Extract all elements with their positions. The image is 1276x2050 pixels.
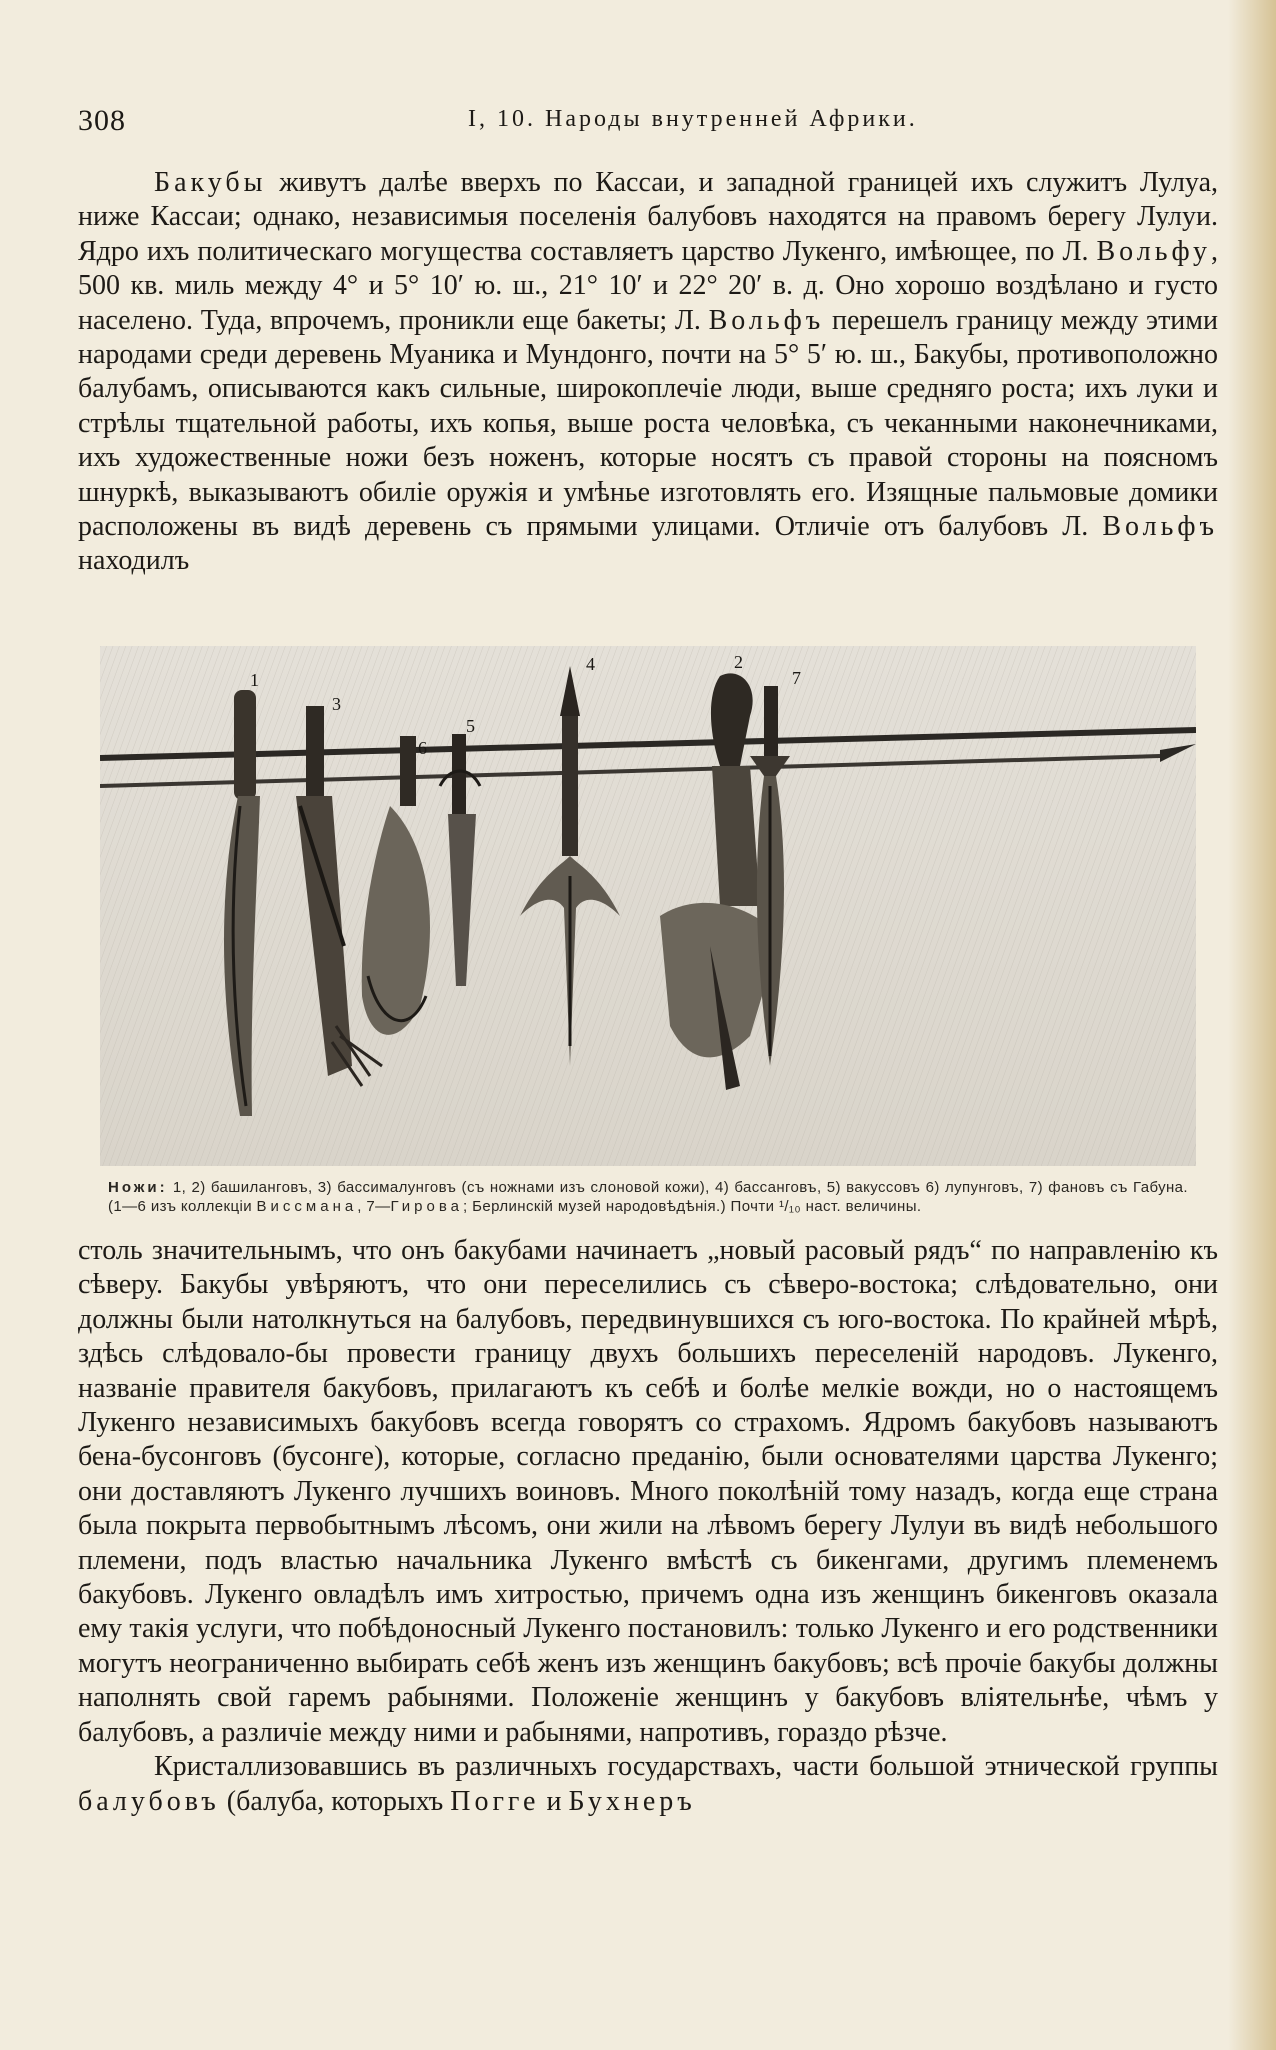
knives-engraving: [100, 646, 1196, 1166]
text-after-figure: [78, 1234, 1218, 1819]
figure-knives: [100, 646, 1196, 1166]
page-number: 308: [78, 104, 126, 137]
spaced-name: Вольфъ: [1102, 511, 1218, 543]
paragraph-text: , 500 кв. миль между 4° и 5° 10′ ю. ш., 21° 10′ и 22° 20′ в. д. Оно хорошо воздѣлано и густо населено. Туда, впрочемъ, проникли еще бакеты; Л.: [78, 235, 1218, 336]
paragraph-text: и: [539, 1785, 569, 1817]
running-head: I, 10. Народы внутренней Африки.: [468, 106, 918, 132]
figure-number-2: 2: [734, 652, 743, 672]
paragraph-balubas: [78, 1750, 1218, 1819]
caption-text: ; Берлинскій музей народовѣдѣнія.) Почти ¹/₁₀ наст. величины.: [463, 1198, 922, 1215]
spaced-name: Бухнеръ: [568, 1785, 696, 1817]
caption-label: Ножи:: [108, 1179, 168, 1196]
figure-number-7: 7: [792, 668, 801, 688]
paragraph-text: (балуба, которыхъ: [219, 1785, 451, 1817]
figure-number-1: 1: [250, 670, 259, 690]
page-header: [78, 104, 1238, 144]
page-edge-shadow: [1228, 0, 1276, 2050]
figure-caption: [108, 1178, 1188, 1216]
paragraph-text: перешелъ границу между этими народами среди деревень Муаника и Мундонго, почти на 5° 5′ ю. ш., Бакубы, противоположно балубамъ, описываются какъ сильные, широкоплечіе люди, выше средняго роста; ихъ луки и стрѣлы тщательной работы, ихъ копья, выше роста человѣка, съ чеканными наконечниками, ихъ художественные ножи безъ ноженъ, которые носятъ съ правой стороны на поясномъ шнуркѣ, выказываютъ обиліе оружія и умѣнье изготовлять его. Изящные пальмовые домики расположены въ видѣ деревень съ прямыми улицами. Отличіе отъ балубовъ Л.: [78, 304, 1218, 543]
paragraph-text: Кристаллизовавшись въ различныхъ государствахъ, части большой этнической группы: [154, 1751, 1218, 1783]
spaced-name: Вольфу: [1096, 235, 1211, 267]
paragraph-before-figure: [78, 166, 1218, 579]
caption-name: Гирова: [390, 1198, 463, 1215]
paragraph-text: находилъ: [78, 545, 190, 577]
spaced-term: балубовъ: [78, 1785, 220, 1817]
caption-text: 1, 2) башиланговъ, 3) бассималунговъ (съ ножнами изъ слоновой кожи), 4) бассанговъ, 5) вакуссовъ 6) лупунговъ, 7) фановъ съ Габуна. (1—6 изъ коллекціи: [108, 1179, 1188, 1215]
paragraph-bakuby: [78, 166, 1218, 579]
figure-number-3: 3: [332, 694, 341, 714]
spaced-name: Вольфъ: [708, 304, 825, 336]
spaced-name: Погге: [450, 1785, 540, 1817]
figure-number-4: 4: [586, 654, 595, 674]
knives-illustration: [100, 646, 1196, 1166]
caption-name: Виссмана: [256, 1198, 358, 1215]
paragraph-text: живутъ далѣе вверхъ по Кассаи, и западной границей ихъ служитъ Лулуа, ниже Кассаи; однако, независимыя поселенія балубовъ находятся на правомъ берегу Лулуи. Ядро ихъ политическаго могущества составляетъ царство Лукенго, имѣющее, по Л.: [78, 167, 1218, 267]
figure-number-5: 5: [466, 716, 475, 736]
figure-number-6: 6: [418, 738, 427, 758]
paragraph-continued: столь значительнымъ, что онъ бакубами начинаетъ „новый расовый рядъ“ по направленію къ сѣверу. Бакубы увѣряютъ, что они переселились съ сѣверо-востока; слѣдовательно, они должны были натолкнуться на балубовъ, передвинувшихся съ юго-востока. По крайней мѣрѣ, здѣсь слѣдовало-бы провести границу двухъ большихъ переселеній народовъ. Лукенго, названіе правителя бакубовъ, прилагаютъ къ себѣ и болѣе мелкіе вожди, но о настоящемъ Лукенго независимыхъ бакубовъ всегда говорятъ со страхомъ. Ядромъ бакубовъ называютъ бена-бусонговъ (бусонге), которые, согласно преданію, были основателями царства Лукенго; они доставляютъ Лукенго лучшихъ воиновъ. Много поколѣній тому назадъ, когда еще страна была покрыта первобытнымъ лѣсомъ, они жили на лѣвомъ берегу Лулуи въ видѣ небольшого племени, подъ властью начальника Лукенго вмѣстѣ съ бикенгами, другимъ племенемъ бакубовъ. Лукенго овладѣлъ имъ хитростью, причемъ одна изъ женщинъ бикенговъ оказала ему такія услуги, что побѣдоносный Лукенго постановилъ: только Лукенго и его родственники могутъ неограниченно выбирать себѣ женъ изъ женщинъ бакубовъ; всѣ прочіе бакубы должны наполнять свой гаремъ рабынями. Положеніе женщинъ у бакубовъ вліятельнѣе, чѣмъ у балубовъ, а различіе между ними и рабынями, напротивъ, гораздо рѣзче.: [78, 1235, 1218, 1748]
caption-text: , 7—: [357, 1198, 391, 1215]
spaced-term: Бакубы: [154, 167, 267, 198]
